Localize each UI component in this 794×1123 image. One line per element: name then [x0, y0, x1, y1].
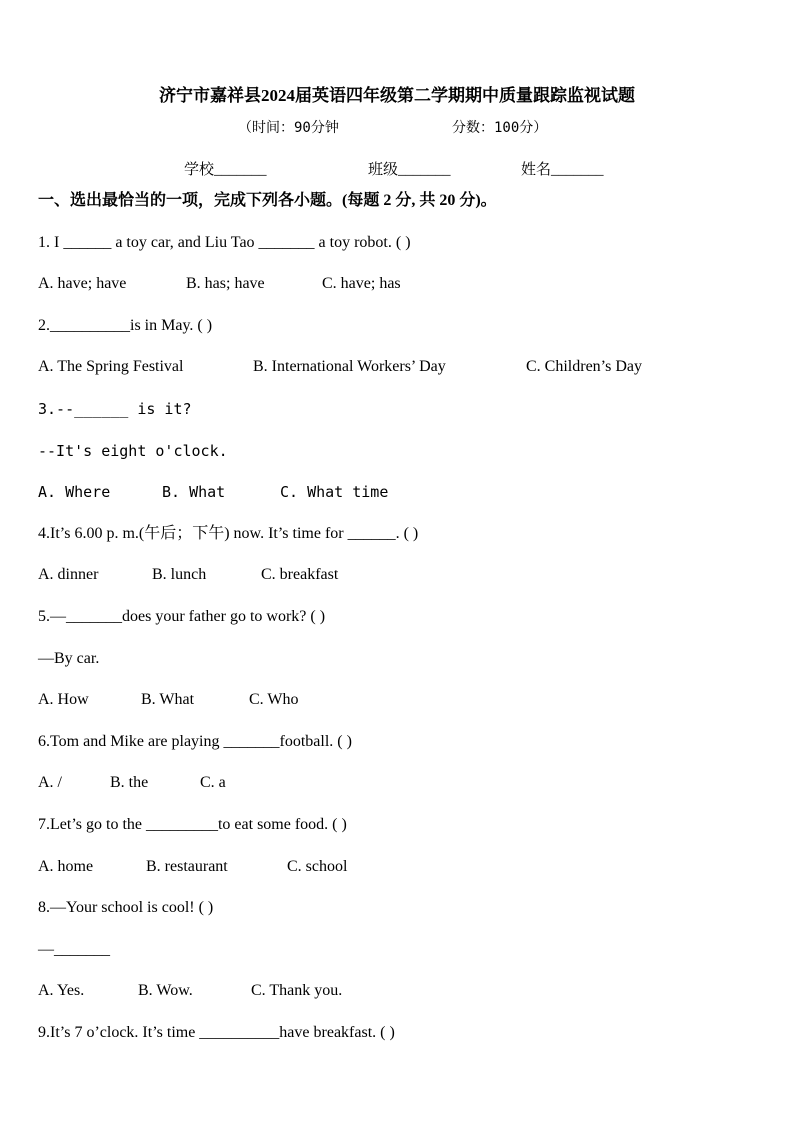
question-2-stem: 2.__________is in May. ( ): [38, 317, 213, 334]
question-5-answer-line: —By car.: [38, 650, 100, 667]
question-4-option-c: C. breakfast: [261, 566, 339, 583]
question-2-option-b: B. International Workers’ Day: [253, 358, 446, 375]
question-7-option-a: A. home: [38, 858, 94, 875]
question-1-stem: 1. I ______ a toy car, and Liu Tao _______ a toy robot. ( ): [38, 234, 411, 251]
question-7-option-b: B. restaurant: [146, 858, 228, 875]
question-9-stem: 9.It’s 7 o’clock. It’s time __________have breakfast. ( ): [38, 1024, 395, 1041]
section-heading: 一、选出最恰当的一项，完成下列各小题。(每题 2 分, 共 20 分)。: [38, 192, 497, 209]
question-6-option-a: A. /: [38, 774, 62, 791]
question-7-option-c: C. school: [287, 858, 348, 875]
question-8-option-c: C. Thank you.: [251, 982, 343, 999]
question-6-option-b: B. the: [110, 774, 149, 791]
question-7-stem: 7.Let’s go to the _________to eat some food. ( ): [38, 816, 347, 833]
question-3-stem: 3.--______ is it?: [38, 400, 192, 418]
question-2-option-c: C. Children’s Day: [526, 358, 642, 375]
question-4-option-b: B. lunch: [152, 566, 207, 583]
question-1-option-b: B. has; have: [186, 275, 265, 292]
question-1-option-a: A. have; have: [38, 275, 127, 292]
question-3-answer-line: --It's eight o'clock.: [38, 442, 228, 460]
question-5-option-a: A. How: [38, 691, 89, 708]
question-3-option-b: B. What: [162, 483, 226, 501]
question-5-option-b: B. What: [141, 691, 195, 708]
name-field: 姓名_______: [521, 162, 604, 178]
question-5-stem: 5.—_______does your father go to work? ( ): [38, 608, 326, 625]
question-8-answer-line: —_______: [38, 941, 110, 958]
question-4-stem: 4.It’s 6.00 p. m.(午后；下午) now. It’s time for ______. ( ): [38, 525, 419, 542]
question-8-stem: 8.—Your school is cool! ( ): [38, 899, 214, 916]
exam-score: 分数：100分）: [452, 120, 548, 136]
question-5-option-c: C. Who: [249, 691, 299, 708]
question-4-option-a: A. dinner: [38, 566, 99, 583]
question-6-option-c: C. a: [200, 774, 226, 791]
question-8-option-a: A. Yes.: [38, 982, 85, 999]
question-8-option-b: B. Wow.: [138, 982, 193, 999]
question-3-option-a: A. Where: [38, 483, 111, 501]
question-2-option-a: A. The Spring Festival: [38, 358, 184, 375]
exam-title: 济宁市嘉祥县2024届英语四年级第二学期期中质量跟踪监视试题: [159, 86, 635, 105]
class-field: 班级_______: [368, 162, 451, 178]
question-3-option-c: C. What time: [280, 483, 389, 501]
exam-time: （时间：90分钟: [238, 120, 339, 136]
school-field: 学校_______: [184, 162, 267, 178]
question-1-option-c: C. have; has: [322, 275, 401, 292]
question-6-stem: 6.Tom and Mike are playing _______football. ( ): [38, 733, 352, 750]
